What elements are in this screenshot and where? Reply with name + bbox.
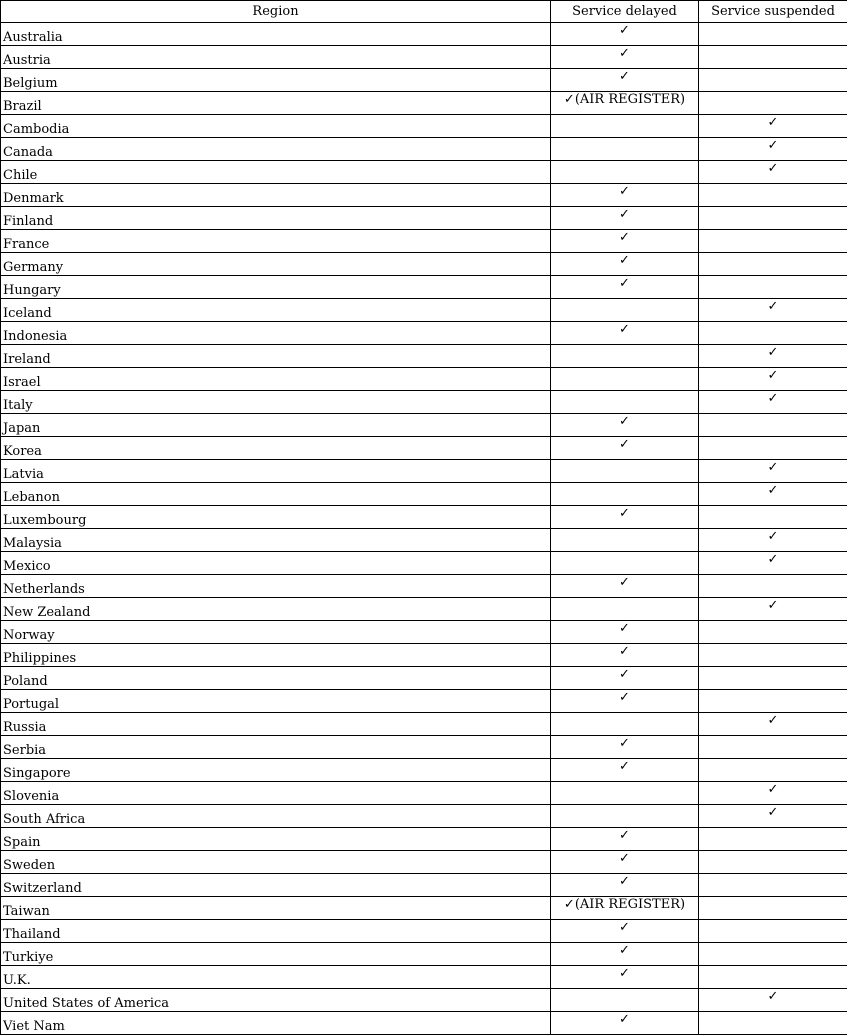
header-service-suspended: Service suspended (699, 1, 847, 23)
service-delayed-cell (551, 713, 699, 736)
service-suspended-cell: ✓ (699, 989, 847, 1012)
region-cell: Germany (1, 253, 551, 276)
region-cell: Norway (1, 621, 551, 644)
service-suspended-cell: ✓ (699, 805, 847, 828)
service-delayed-cell (551, 391, 699, 414)
region-cell: Israel (1, 368, 551, 391)
service-delayed-cell (551, 299, 699, 322)
region-cell: Austria (1, 46, 551, 69)
service-suspended-cell: ✓ (699, 345, 847, 368)
region-cell: Thailand (1, 920, 551, 943)
region-cell: Australia (1, 23, 551, 46)
service-suspended-cell: ✓ (699, 598, 847, 621)
service-delayed-cell: ✓ (551, 644, 699, 667)
service-delayed-cell: ✓ (551, 506, 699, 529)
service-suspended-cell (699, 184, 847, 207)
region-cell: New Zealand (1, 598, 551, 621)
header-row (1, 1, 847, 23)
region-cell: Turkiye (1, 943, 551, 966)
region-cell: Mexico (1, 552, 551, 575)
service-suspended-cell (699, 920, 847, 943)
service-suspended-cell (699, 667, 847, 690)
table-row (1, 805, 847, 828)
service-suspended-cell (699, 897, 847, 920)
service-suspended-cell (699, 23, 847, 46)
service-delayed-cell: ✓ (551, 23, 699, 46)
service-delayed-cell: ✓ (551, 851, 699, 874)
region-cell: Denmark (1, 184, 551, 207)
region-cell: Indonesia (1, 322, 551, 345)
service-delayed-cell: ✓ (551, 437, 699, 460)
table-row (1, 46, 847, 69)
region-cell: Canada (1, 138, 551, 161)
service-delayed-cell: ✓ (551, 253, 699, 276)
service-suspended-cell: ✓ (699, 391, 847, 414)
region-cell: Belgium (1, 69, 551, 92)
service-suspended-cell (699, 690, 847, 713)
region-cell: Cambodia (1, 115, 551, 138)
table-row (1, 966, 847, 989)
region-cell: Philippines (1, 644, 551, 667)
service-delayed-cell (551, 483, 699, 506)
region-cell: Luxembourg (1, 506, 551, 529)
region-cell: United States of America (1, 989, 551, 1012)
service-suspended-cell (699, 207, 847, 230)
service-suspended-cell: ✓ (699, 483, 847, 506)
service-delayed-cell (551, 138, 699, 161)
table-header (1, 1, 847, 23)
service-delayed-cell: ✓ (551, 69, 699, 92)
service-delayed-cell: ✓ (551, 690, 699, 713)
region-cell: Viet Nam (1, 1012, 551, 1035)
region-cell: Hungary (1, 276, 551, 299)
region-cell: Netherlands (1, 575, 551, 598)
service-delayed-cell: ✓ (551, 874, 699, 897)
service-suspended-cell: ✓ (699, 115, 847, 138)
region-cell: Serbia (1, 736, 551, 759)
service-suspended-cell: ✓ (699, 552, 847, 575)
region-cell: Slovenia (1, 782, 551, 805)
region-cell: U.K. (1, 966, 551, 989)
table-row (1, 851, 847, 874)
service-suspended-cell (699, 621, 847, 644)
table-row (1, 92, 847, 115)
service-suspended-cell: ✓ (699, 782, 847, 805)
service-suspended-cell (699, 759, 847, 782)
table-row (1, 391, 847, 414)
table-row (1, 253, 847, 276)
region-cell: Taiwan (1, 897, 551, 920)
service-suspended-cell (699, 736, 847, 759)
service-delayed-cell (551, 368, 699, 391)
table-row (1, 989, 847, 1012)
service-delayed-cell: ✓(AIR REGISTER) (551, 92, 699, 115)
service-suspended-cell (699, 437, 847, 460)
region-cell: South Africa (1, 805, 551, 828)
table-row (1, 483, 847, 506)
region-cell: Switzerland (1, 874, 551, 897)
service-delayed-cell: ✓ (551, 230, 699, 253)
service-suspended-cell (699, 414, 847, 437)
table-row (1, 782, 847, 805)
table-row (1, 345, 847, 368)
table-row (1, 184, 847, 207)
service-suspended-cell (699, 322, 847, 345)
table-row (1, 230, 847, 253)
region-cell: Ireland (1, 345, 551, 368)
table-row (1, 621, 847, 644)
service-delayed-cell (551, 989, 699, 1012)
service-delayed-cell: ✓ (551, 1012, 699, 1035)
table-row (1, 552, 847, 575)
table-row (1, 161, 847, 184)
table-row (1, 437, 847, 460)
service-suspended-cell (699, 644, 847, 667)
region-cell: Spain (1, 828, 551, 851)
table-body (1, 23, 847, 1035)
service-suspended-cell (699, 46, 847, 69)
service-delayed-cell: ✓ (551, 759, 699, 782)
service-suspended-cell (699, 943, 847, 966)
service-suspended-cell (699, 230, 847, 253)
service-suspended-cell (699, 92, 847, 115)
service-delayed-cell: ✓ (551, 667, 699, 690)
service-delayed-cell (551, 598, 699, 621)
table-row (1, 897, 847, 920)
region-cell: Italy (1, 391, 551, 414)
table-row (1, 874, 847, 897)
service-suspended-cell: ✓ (699, 299, 847, 322)
region-cell: Poland (1, 667, 551, 690)
service-delayed-cell: ✓ (551, 184, 699, 207)
service-suspended-cell (699, 253, 847, 276)
region-cell: Korea (1, 437, 551, 460)
region-cell: Latvia (1, 460, 551, 483)
table-row (1, 529, 847, 552)
table-row (1, 69, 847, 92)
service-suspended-cell: ✓ (699, 368, 847, 391)
service-suspended-cell (699, 506, 847, 529)
table-row (1, 667, 847, 690)
table-row (1, 759, 847, 782)
service-suspended-cell: ✓ (699, 529, 847, 552)
table-row (1, 575, 847, 598)
region-cell: Finland (1, 207, 551, 230)
service-delayed-cell: ✓ (551, 276, 699, 299)
region-cell: Lebanon (1, 483, 551, 506)
service-suspended-cell (699, 828, 847, 851)
service-suspended-cell (699, 69, 847, 92)
service-delayed-cell: ✓(AIR REGISTER) (551, 897, 699, 920)
region-cell: Malaysia (1, 529, 551, 552)
region-cell: Iceland (1, 299, 551, 322)
service-delayed-cell (551, 345, 699, 368)
service-delayed-cell: ✓ (551, 966, 699, 989)
service-delayed-cell (551, 115, 699, 138)
table-row (1, 207, 847, 230)
service-delayed-cell (551, 552, 699, 575)
service-delayed-cell: ✓ (551, 46, 699, 69)
service-suspended-cell (699, 966, 847, 989)
service-delayed-cell (551, 460, 699, 483)
table-row (1, 1012, 847, 1035)
table-row (1, 736, 847, 759)
service-delayed-cell: ✓ (551, 414, 699, 437)
service-suspended-cell (699, 874, 847, 897)
table-row (1, 506, 847, 529)
table-row (1, 598, 847, 621)
service-delayed-cell: ✓ (551, 322, 699, 345)
region-cell: Chile (1, 161, 551, 184)
service-delayed-cell: ✓ (551, 943, 699, 966)
service-delayed-cell: ✓ (551, 736, 699, 759)
service-suspended-cell (699, 575, 847, 598)
region-cell: Brazil (1, 92, 551, 115)
table-row (1, 414, 847, 437)
service-delayed-cell: ✓ (551, 828, 699, 851)
table-row (1, 276, 847, 299)
table-row (1, 115, 847, 138)
region-cell: Japan (1, 414, 551, 437)
region-cell: Sweden (1, 851, 551, 874)
service-delayed-cell (551, 529, 699, 552)
service-suspended-cell: ✓ (699, 713, 847, 736)
region-cell: France (1, 230, 551, 253)
service-suspended-cell: ✓ (699, 161, 847, 184)
header-region: Region (1, 1, 551, 23)
table-row (1, 138, 847, 161)
service-suspended-cell (699, 1012, 847, 1035)
table-row (1, 460, 847, 483)
table-row (1, 828, 847, 851)
region-cell: Portugal (1, 690, 551, 713)
service-delayed-cell (551, 782, 699, 805)
table-row (1, 322, 847, 345)
table-row (1, 368, 847, 391)
service-suspended-cell (699, 851, 847, 874)
table-row (1, 943, 847, 966)
table-row (1, 920, 847, 943)
table-row (1, 299, 847, 322)
service-delayed-cell: ✓ (551, 207, 699, 230)
table-row (1, 23, 847, 46)
service-delayed-cell (551, 161, 699, 184)
service-delayed-cell: ✓ (551, 575, 699, 598)
service-suspended-cell: ✓ (699, 138, 847, 161)
service-suspended-cell: ✓ (699, 460, 847, 483)
service-delayed-cell: ✓ (551, 920, 699, 943)
region-cell: Russia (1, 713, 551, 736)
service-delayed-cell: ✓ (551, 621, 699, 644)
header-service-delayed: Service delayed (551, 1, 699, 23)
service-delayed-cell (551, 805, 699, 828)
service-suspended-cell (699, 276, 847, 299)
table-row (1, 713, 847, 736)
table-row (1, 644, 847, 667)
region-cell: Singapore (1, 759, 551, 782)
table-row (1, 690, 847, 713)
